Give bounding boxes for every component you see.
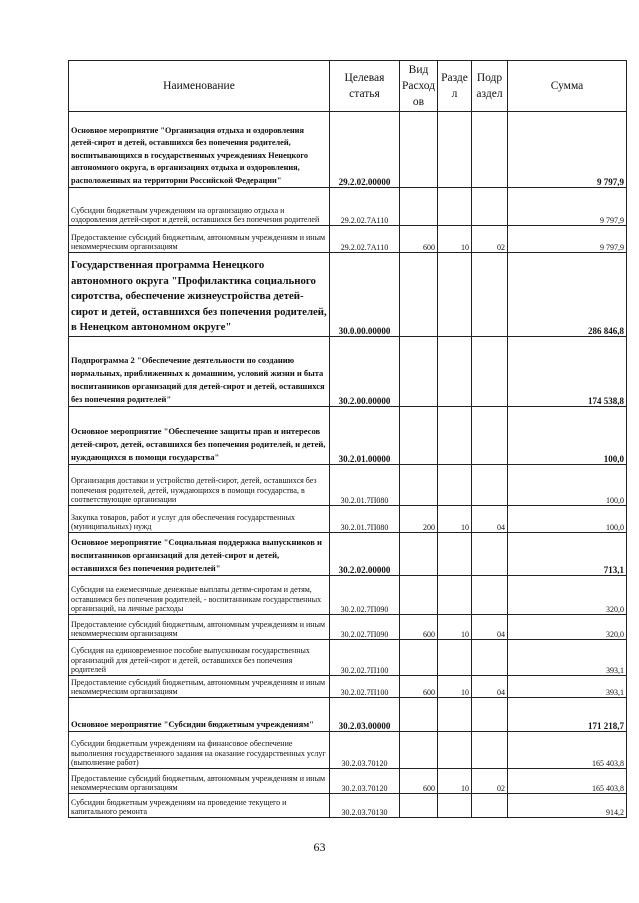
row-podrazdel xyxy=(472,698,508,732)
row-name: Основное мероприятие "Обеспечение защиты прав и интересов детей-сирот, детей, оставшихся без попечения родителей, и детей, нуждающихся в помощи государства" xyxy=(69,407,330,465)
row-razdel xyxy=(438,112,472,188)
row-code: 30.2.02.00000 xyxy=(330,533,400,576)
row-razdel xyxy=(438,732,472,769)
page-number: 63 xyxy=(313,840,326,854)
row-vid xyxy=(400,112,438,188)
row-razdel xyxy=(438,465,472,506)
row-vid: 600 xyxy=(400,769,438,794)
row-razdel xyxy=(438,407,472,465)
row-razdel xyxy=(438,698,472,732)
row-sum: 393,1 xyxy=(508,640,627,676)
table-row xyxy=(69,337,627,407)
row-sum: 100,0 xyxy=(508,465,627,506)
row-name: Субсидии бюджетным учреждениям на финансовое обеспечение выполнения государственного задания на оказание государственных услуг (выполнение работ) xyxy=(69,732,330,769)
row-code: 30.2.02.7П090 xyxy=(330,615,400,640)
row-podrazdel xyxy=(472,188,508,226)
row-code: 30.2.03.70120 xyxy=(330,769,400,794)
row-vid xyxy=(400,640,438,676)
row-podrazdel: 02 xyxy=(472,769,508,794)
row-vid: 600 xyxy=(400,676,438,698)
row-razdel xyxy=(438,576,472,615)
budget-table xyxy=(68,60,627,818)
row-vid: 600 xyxy=(400,615,438,640)
row-vid: 200 xyxy=(400,506,438,533)
row-name: Подпрограмма 2 "Обеспечение деятельности по созданию нормальных, приближенных к домашним, условий жизни и быта воспитанников организаций для детей-сирот и детей, оставшихся без попечения родителей" xyxy=(69,337,330,407)
row-name: Субсидия на ежемесячные денежные выплаты детям-сиротам и детям, оставшимся без попечения родителей, - воспитанникам государственных организаций, на личные расходы xyxy=(69,576,330,615)
row-vid xyxy=(400,698,438,732)
table-row xyxy=(69,253,627,337)
row-vid xyxy=(400,732,438,769)
row-podrazdel: 04 xyxy=(472,676,508,698)
table-row xyxy=(69,226,627,253)
row-razdel xyxy=(438,533,472,576)
row-razdel xyxy=(438,253,472,337)
row-podrazdel xyxy=(472,576,508,615)
row-code: 30.2.03.00000 xyxy=(330,698,400,732)
row-podrazdel xyxy=(472,465,508,506)
row-sum: 320,0 xyxy=(508,576,627,615)
row-razdel: 10 xyxy=(438,615,472,640)
row-code: 30.0.00.00000 xyxy=(330,253,400,337)
row-code: 29.2.02.7А110 xyxy=(330,188,400,226)
table-row xyxy=(69,676,627,698)
row-sum: 171 218,7 xyxy=(508,698,627,732)
row-sum: 320,0 xyxy=(508,615,627,640)
table-row xyxy=(69,615,627,640)
row-code: 30.2.01.00000 xyxy=(330,407,400,465)
row-podrazdel: 02 xyxy=(472,226,508,253)
row-sum: 9 797,9 xyxy=(508,112,627,188)
table-row xyxy=(69,506,627,533)
table-row xyxy=(69,640,627,676)
row-vid: 600 xyxy=(400,226,438,253)
row-code: 30.2.03.70130 xyxy=(330,794,400,818)
row-razdel xyxy=(438,337,472,407)
row-name: Государственная программа Ненецкого автономного округа "Профилактика социального сиротства, обеспечение жизнеустройства детей-сирот и детей, оставшихся без попечения родителей, в Ненецком автономном округе" xyxy=(69,253,330,337)
row-name: Предоставление субсидий бюджетным, автономным учреждениям и иным некоммерческим организациям xyxy=(69,676,330,698)
row-sum: 914,2 xyxy=(508,794,627,818)
col-header-sum: Сумма xyxy=(508,61,627,112)
row-sum: 713,1 xyxy=(508,533,627,576)
row-code: 30.2.01.7П080 xyxy=(330,465,400,506)
row-name: Закупка товаров, работ и услуг для обеспечения государственных (муниципальных) нужд xyxy=(69,506,330,533)
row-podrazdel xyxy=(472,533,508,576)
table-row xyxy=(69,112,627,188)
row-razdel xyxy=(438,640,472,676)
row-vid xyxy=(400,253,438,337)
row-sum: 165 403,8 xyxy=(508,732,627,769)
row-name: Предоставление субсидий бюджетным, автономным учреждениям и иным некоммерческим организациям xyxy=(69,226,330,253)
table-row xyxy=(69,407,627,465)
row-code: 30.2.01.7П080 xyxy=(330,506,400,533)
table-row xyxy=(69,769,627,794)
table-row xyxy=(69,576,627,615)
row-code: 29.2.02.7А110 xyxy=(330,226,400,253)
table-row xyxy=(69,698,627,732)
row-name: Субсидия на единовременное пособие выпускникам государственных организаций для детей-сирот и детей, оставшихся без попечения родителей xyxy=(69,640,330,676)
col-header-vid: Вид Расход ов xyxy=(400,61,438,112)
table-row xyxy=(69,188,627,226)
row-podrazdel: 04 xyxy=(472,506,508,533)
row-name: Субсидии бюджетным учреждениям на организацию отдыха и оздоровления детей-сирот и детей, оставшихся без попечения родителей xyxy=(69,188,330,226)
row-code: 30.2.02.7П100 xyxy=(330,640,400,676)
row-code: 29.2.02.00000 xyxy=(330,112,400,188)
row-sum: 393,1 xyxy=(508,676,627,698)
row-vid xyxy=(400,533,438,576)
row-razdel: 10 xyxy=(438,769,472,794)
row-podrazdel xyxy=(472,112,508,188)
table-row xyxy=(69,533,627,576)
row-vid xyxy=(400,794,438,818)
row-razdel: 10 xyxy=(438,676,472,698)
row-sum: 174 538,8 xyxy=(508,337,627,407)
row-sum: 100,0 xyxy=(508,407,627,465)
col-header-name: Наименование xyxy=(69,61,330,112)
row-podrazdel xyxy=(472,794,508,818)
row-vid xyxy=(400,188,438,226)
row-name: Основное мероприятие "Социальная поддержка выпускников и воспитанников организаций для детей-сирот и детей, оставшихся без попечения родителей" xyxy=(69,533,330,576)
row-podrazdel xyxy=(472,407,508,465)
row-vid xyxy=(400,407,438,465)
row-code: 30.2.03.70120 xyxy=(330,732,400,769)
row-vid xyxy=(400,465,438,506)
row-sum: 165 403,8 xyxy=(508,769,627,794)
row-code: 30.2.02.7П090 xyxy=(330,576,400,615)
row-podrazdel xyxy=(472,640,508,676)
row-code: 30.2.02.7П100 xyxy=(330,676,400,698)
table-row xyxy=(69,732,627,769)
row-name: Организация доставки и устройство детей-сирот, детей, оставшихся без попечения родителей, детей, нуждающихся в помощи государства, в соответствующие организации xyxy=(69,465,330,506)
row-sum: 9 797,9 xyxy=(508,226,627,253)
row-podrazdel xyxy=(472,732,508,769)
row-code: 30.2.00.00000 xyxy=(330,337,400,407)
col-header-razdel: Разде л xyxy=(438,61,472,112)
row-razdel: 10 xyxy=(438,506,472,533)
row-sum: 100,0 xyxy=(508,506,627,533)
row-sum: 286 846,8 xyxy=(508,253,627,337)
row-razdel xyxy=(438,188,472,226)
row-name: Предоставление субсидий бюджетным, автономным учреждениям и иным некоммерческим организациям xyxy=(69,769,330,794)
row-vid xyxy=(400,337,438,407)
row-name: Основное мероприятие "Субсидии бюджетным учреждениям" xyxy=(69,698,330,732)
header-row xyxy=(69,61,627,112)
table-row xyxy=(69,794,627,818)
row-podrazdel xyxy=(472,337,508,407)
col-header-target: Целевая статья xyxy=(330,61,400,112)
table-row xyxy=(69,465,627,506)
row-vid xyxy=(400,576,438,615)
row-podrazdel xyxy=(472,253,508,337)
row-sum: 9 797,9 xyxy=(508,188,627,226)
row-name: Основное мероприятие "Организация отдыха и оздоровления детей-сирот и детей, оставшихся без попечения родителей, воспитывающихся в государственных учреждениях Ненецкого автономного округа, в организациях отдыха и оздоровления, расположенных на территории Российской Федерации" xyxy=(69,112,330,188)
row-name: Предоставление субсидий бюджетным, автономным учреждениям и иным некоммерческим организациям xyxy=(69,615,330,640)
row-podrazdel: 04 xyxy=(472,615,508,640)
row-name: Субсидии бюджетным учреждениям на проведение текущего и капитального ремонта xyxy=(69,794,330,818)
col-header-podrazdel: Подр аздел xyxy=(472,61,508,112)
row-razdel xyxy=(438,794,472,818)
row-razdel: 10 xyxy=(438,226,472,253)
